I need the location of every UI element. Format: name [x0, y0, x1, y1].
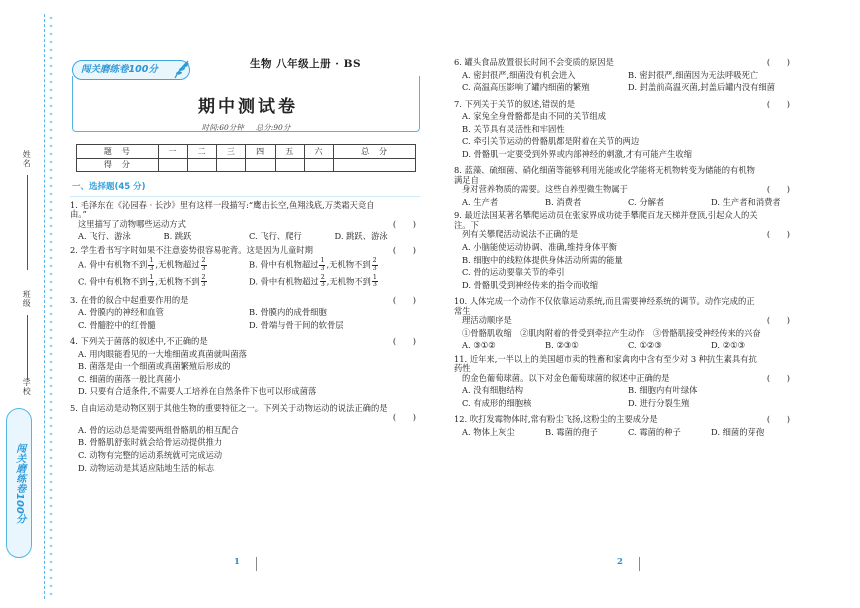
question-text: [70, 337, 420, 347]
denominator: 3: [149, 264, 154, 272]
denominator: 3: [201, 264, 206, 272]
option-a[interactable]: A. 物体上灰尘: [462, 426, 515, 437]
option-a[interactable]: A. 家兔全身骨骼都是由不同的关节组成: [462, 111, 607, 122]
score-cell[interactable]: [304, 158, 333, 172]
option-text: ,无机物不到: [326, 276, 371, 287]
option-c[interactable]: C. 有成形的细胞核: [462, 397, 532, 408]
option-a[interactable]: A. ③①②: [462, 340, 496, 351]
question-text-cont: 列有关攀爬活动说法不正确的是: [462, 229, 579, 240]
option-c[interactable]: C. 细菌的菌落一般比真菌小: [78, 373, 181, 384]
binding-strip: [0, 0, 60, 608]
answer-bracket[interactable]: ( ): [766, 57, 790, 67]
option-b[interactable]: B. 菌落是由一个细菌或真菌繁殖后形成的: [78, 361, 231, 372]
option-text: B. 骨中有机物超过: [249, 259, 319, 270]
binding-logo: [6, 408, 32, 558]
options: [70, 350, 420, 400]
option-text: ,无机物超过: [155, 259, 200, 270]
subject-label: 生物 八年级上册 · BS: [250, 58, 362, 70]
fraction: [372, 275, 378, 289]
question-text-main: 3. 在骨的叙合中起重要作用的是: [70, 294, 189, 305]
exam-title: 期中测试卷: [198, 97, 298, 117]
question-text: 5. 自由运动是动物区别于其他生物的重要特征之一。下列关于动物运动的说法正确的是: [70, 402, 388, 413]
option-d[interactable]: [249, 275, 420, 289]
numerator: 2: [201, 274, 206, 282]
option-a[interactable]: A. 没有细胞结构: [462, 385, 524, 396]
score-cell[interactable]: [188, 158, 217, 172]
question-text: [454, 374, 794, 384]
option-d[interactable]: D. 进行分裂生殖: [628, 397, 690, 408]
fraction: [372, 258, 378, 272]
question-text: 8. 蓝藻、硫细菌、硝化细菌等能够利用光能或化学能将无机物转变为储能的有机物满足自: [454, 165, 755, 185]
fraction: [148, 275, 154, 289]
question-text-cont: 这里描写了动物哪些运动方式: [78, 218, 186, 229]
numerator: 1: [149, 257, 154, 265]
numerator: 1: [320, 257, 325, 265]
time-limit: 时间:60分钟: [201, 123, 244, 132]
option-b[interactable]: B. 霉菌的孢子: [545, 426, 598, 437]
brand-logo-text: 闯关磨练卷100分: [81, 63, 158, 75]
page-number-rule: [256, 557, 257, 571]
answer-bracket[interactable]: ( ): [392, 336, 416, 347]
option-text: A. 骨中有机物不到: [78, 259, 148, 270]
question-text-cont: 理活动顺序是: [462, 315, 512, 326]
question-text: [454, 415, 794, 425]
answer-bracket[interactable]: ( ): [766, 98, 790, 109]
option-c[interactable]: C. 霉菌的种子: [628, 426, 681, 437]
option-b[interactable]: B. 骨膜内的成骨细胞: [249, 307, 327, 318]
question-5: [70, 404, 420, 476]
question-4: [70, 337, 420, 400]
option-b[interactable]: B. 细胞中的线粒体提供身体活动所需的能量: [462, 254, 623, 265]
options: [454, 428, 794, 438]
option-b[interactable]: B. 跳跃: [163, 231, 192, 242]
binding-logo-text: 闯关磨练卷100分: [13, 442, 25, 524]
question-6: [454, 58, 794, 96]
question-2: [70, 246, 420, 292]
options: [454, 198, 794, 208]
fraction: [148, 258, 154, 272]
option-text: C. 骨中有机物不到: [78, 276, 148, 287]
right-column: [454, 58, 794, 441]
question-7: [454, 100, 794, 163]
option-d[interactable]: D. 骨骼肌一定要受到外界或内部神经的刺激,才有可能产生收缩: [462, 148, 692, 159]
option-a[interactable]: A. 生产者: [462, 196, 499, 207]
option-c[interactable]: C. 高温高压影响了罐内细菌的繁殖: [462, 82, 590, 93]
score-header-cell: 二: [188, 145, 217, 159]
question-10: [454, 297, 794, 351]
denominator: 3: [201, 281, 206, 289]
fraction: [201, 275, 207, 289]
section-title: 一、选择题(45 分): [70, 183, 420, 197]
options: [70, 308, 420, 333]
question-text: [454, 58, 794, 68]
score-header-cell: 题 号: [77, 145, 159, 159]
question-9: [454, 211, 794, 293]
answer-bracket[interactable]: ( ): [392, 294, 416, 305]
question-text: [454, 100, 794, 110]
answer-bracket[interactable]: ( ): [766, 414, 790, 425]
option-d[interactable]: D. 骨端与骨干间的软骨层: [249, 319, 344, 330]
option-a[interactable]: A. 用肉眼能看见的一大堆细菌或真菌就叫菌落: [78, 348, 247, 359]
score-cell[interactable]: [275, 158, 304, 172]
options: [70, 258, 420, 291]
option-d[interactable]: D. 动物运动是其适应陆地生活的标志: [78, 462, 215, 473]
question-11: [454, 355, 794, 412]
answer-bracket[interactable]: ( ): [392, 412, 416, 423]
question-text: [70, 246, 420, 256]
question-text-main: 4. 下列关于菌落的叙述中,不正确的是: [70, 336, 208, 347]
option-d[interactable]: D. 细菌的芽孢: [711, 426, 765, 437]
options: [70, 232, 420, 242]
answer-bracket[interactable]: ( ): [766, 372, 790, 383]
option-b[interactable]: B. ②③①: [545, 340, 579, 351]
options: [454, 341, 794, 351]
page-number-left: 1: [227, 556, 247, 570]
left-column: [70, 183, 420, 480]
question-text-main: 2. 学生看书写字时如果不注意姿势很容易驼背。这是因为儿童时期: [70, 244, 313, 255]
score-table-header-row: [77, 145, 416, 159]
question-text-cont: 的金色葡萄球菌。以下对金色葡萄球菌的叙述中正确的是: [462, 372, 670, 383]
option-d[interactable]: D. 骨骼肌受到神经传来的指令而收缩: [462, 279, 599, 290]
question-text: 1. 毛泽东在《沁园春 · 长沙》里有这样一段描写:“鹰击长空,鱼翔浅底,万类霜天竞自由。”: [70, 199, 375, 220]
question-text: [454, 230, 794, 240]
answer-bracket[interactable]: ( ): [766, 315, 790, 326]
score-table-score-row: [77, 158, 416, 172]
option-a[interactable]: A. 飞行、游泳: [78, 231, 131, 242]
question-text: 10. 人体完成一个动作不仅依靠运动系统,而且需要神经系统的调节。动作完成的正常生: [454, 296, 755, 316]
question-text-cont: 身对营养物质的需要。这些自养型微生物属于: [462, 184, 628, 195]
option-text: ,无机物不到: [326, 259, 371, 270]
fraction: [320, 275, 326, 289]
option-a[interactable]: [78, 258, 249, 272]
option-a[interactable]: A. 小脑能使运动协调、准确,维持身体平衡: [462, 241, 617, 252]
score-header-cell: 总 分: [334, 145, 416, 159]
score-cell[interactable]: [217, 158, 246, 172]
score-header-cell: 五: [275, 145, 304, 159]
option-d[interactable]: D. 封盖前高温灭菌,封盖后罐内没有细菌: [628, 82, 776, 93]
options: [454, 71, 794, 96]
school-field-label: 学校: [22, 378, 32, 396]
answer-bracket[interactable]: ( ): [392, 218, 416, 229]
option-a[interactable]: A. 骨膜内的神经和血管: [78, 307, 164, 318]
question-1: [70, 201, 420, 242]
option-c[interactable]: C. 骨的运动要靠关节的牵引: [462, 267, 565, 278]
fraction: [319, 258, 325, 272]
option-text: D. 骨中有机物超过: [249, 276, 319, 287]
option-text: ,无机物不到: [155, 276, 200, 287]
option-d[interactable]: D. 跳跃、游泳: [334, 231, 388, 242]
score-header-cell: 六: [304, 145, 333, 159]
denominator: 3: [149, 281, 154, 289]
score-cell[interactable]: [334, 158, 416, 172]
option-b[interactable]: B. 密封很严,细菌因为无法呼吸死亡: [628, 69, 759, 80]
fraction: [201, 258, 207, 272]
options: [454, 112, 794, 162]
option-c[interactable]: C. ①②③: [628, 340, 662, 351]
option-c[interactable]: C. 分解者: [628, 196, 665, 207]
question-text: [70, 296, 420, 306]
total-score: 总分:90分: [255, 123, 291, 132]
name-field-line: [27, 175, 28, 270]
score-cell[interactable]: [246, 158, 275, 172]
question-text: [454, 185, 794, 195]
options: [70, 426, 420, 476]
question-text-main: 7. 下列关于关节的叙述,错误的是: [454, 98, 576, 109]
options: [454, 243, 794, 293]
option-c[interactable]: C. 骨髓腔中的红骨髓: [78, 319, 156, 330]
question-8: [454, 166, 794, 207]
question-text-main: 6. 罐头食品放置很长时间不会变质的原因是: [454, 57, 614, 67]
score-cell[interactable]: [158, 158, 187, 172]
option-a[interactable]: A. 骨的运动总是需要两组骨骼肌的相互配合: [78, 424, 239, 435]
denominator: 3: [320, 281, 325, 289]
option-c[interactable]: C. 牵引关节运动的骨骼肌都是附着在关节的两边: [462, 136, 640, 147]
score-table: [76, 144, 416, 172]
option-c[interactable]: C. 动物有完整的运动系统就可完成运动: [78, 449, 223, 460]
name-field-label: 姓名: [22, 150, 32, 168]
page-number-rule: [639, 557, 640, 571]
denominator: 3: [372, 264, 377, 272]
numerator: 2: [372, 257, 377, 265]
option-d[interactable]: D. 生产者和消费者: [711, 196, 781, 207]
numerator: 1: [372, 274, 377, 282]
question-text: [70, 220, 420, 230]
answer-bracket[interactable]: ( ): [766, 229, 790, 240]
question-3: [70, 296, 420, 334]
question-text-main: 12. 吹打发霉物体时,常有粉尘飞扬,这粉尘的主要成分是: [454, 414, 658, 425]
option-b[interactable]: B. 关节具有灵活性和牢固性: [462, 123, 565, 134]
options: [454, 386, 794, 411]
option-b[interactable]: B. 细胞内有叶绿体: [628, 385, 698, 396]
option-b[interactable]: B. 骨骼肌舒张时就会给骨运动提供推力: [78, 437, 223, 448]
answer-bracket[interactable]: ( ): [766, 184, 790, 195]
step-list: ①骨骼肌收缩 ②肌肉附着的骨受到牵拉产生动作 ③骨骼肌接受神经传来的兴奋: [462, 327, 761, 338]
numerator: 2: [320, 274, 325, 282]
question-text: 9. 最近法国某著名攀爬运动员在张家界成功徒手攀爬百龙天梯并登顶,引起众人的关注。下: [454, 210, 758, 230]
score-header-cell: 一: [158, 145, 187, 159]
question-12: [454, 415, 794, 437]
option-c[interactable]: C. 飞行、爬行: [249, 231, 302, 242]
score-header-cell: 四: [246, 145, 275, 159]
option-b[interactable]: [249, 258, 420, 272]
option-d[interactable]: D. 只要有合适条件,不需要人工培养在自然条件下也可以形成菌落: [78, 386, 317, 397]
option-b[interactable]: B. 消费者: [545, 196, 582, 207]
class-field-label: 班级: [22, 290, 32, 308]
question-text: [454, 316, 794, 326]
numerator: 2: [201, 257, 206, 265]
option-d[interactable]: D. ②①③: [711, 340, 745, 351]
exam-meta: [0, 124, 496, 133]
class-field-line: [27, 315, 28, 380]
numerator: 1: [149, 274, 154, 282]
score-header-cell: 三: [217, 145, 246, 159]
answer-bracket[interactable]: ( ): [392, 244, 416, 255]
denominator: 3: [320, 264, 325, 272]
option-c[interactable]: [78, 275, 249, 289]
option-a[interactable]: A. 密封很严,细菌没有机会进入: [462, 69, 576, 80]
score-row-label: 得 分: [77, 158, 159, 172]
page-number-right: 2: [610, 556, 630, 570]
question-text: 11. 近年来,一半以上的美国超市卖的牲畜和家禽肉中含有至少对 3 种抗生素具有抗药性: [454, 353, 757, 374]
denominator: 3: [372, 281, 377, 289]
